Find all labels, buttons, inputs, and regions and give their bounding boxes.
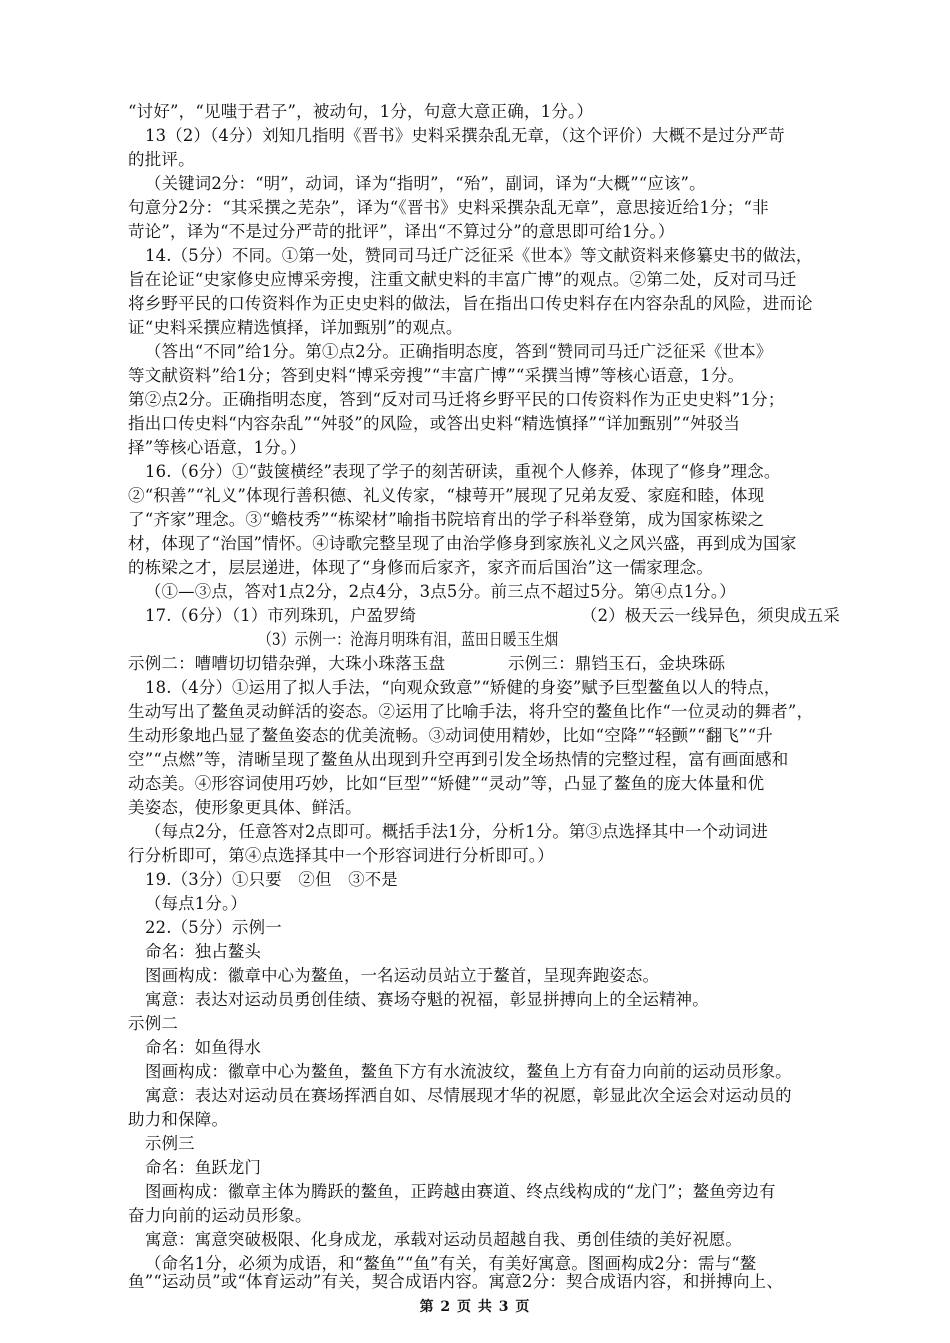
text-line: 19.（3分）①只要 ②但 ③不是 <box>145 870 398 889</box>
text-line: 图画构成：徽章中心为鳌鱼，一名运动员站立于鳌首，呈现奔跑姿态。 <box>145 966 660 985</box>
text-line: “讨好”，“见嗤于君子”，被动句，1分，句意大意正确，1分。） <box>128 102 594 121</box>
text-line: 助力和保障。 <box>128 1110 229 1129</box>
q17-example-3: 示例三：鼎铛玉石，金块珠砾 <box>508 654 726 673</box>
text-line: 寓意：表达对运动员在赛场挥洒自如、尽情展现才华的祝愿，彰显此次全运会对运动员的 <box>145 1086 792 1105</box>
text-line: 奋力向前的运动员形象。 <box>128 1206 312 1225</box>
text-line: 生动写出了鳌鱼灵动鲜活的姿态。②运用了比喻手法，将升空的鳌鱼比作“一位灵动的舞者”， <box>128 702 814 721</box>
q17-head: 17.（6分）（1）市列珠玑，户盈罗绮 <box>145 606 417 625</box>
text-line: 的栋梁之才，层层递进，体现了“身修而后家齐，家齐而后国治”这一儒家理念。 <box>128 558 714 577</box>
text-line: 空”“点燃”等，清晰呈现了鳌鱼从出现到升空再到引发全场热情的完整过程，富有画面感和 <box>128 750 789 769</box>
text-line: 的批评。 <box>128 150 195 169</box>
text-line: 22.（5分）示例一 <box>145 918 282 937</box>
q17-line-3 <box>128 652 828 676</box>
text-line: 寓意：表达对运动员勇创佳绩、赛场夺魁的祝福，彰显拼搏向上的全运精神。 <box>145 990 709 1009</box>
text-line: 了“齐家”理念。③“蟾枝秀”“栋梁材”喻指书院培育出的学子科举登第，成为国家栋梁之 <box>128 510 765 529</box>
text-line: 美姿态，使形象更具体、鲜活。 <box>128 798 362 817</box>
text-line: 行分析即可，第④点选择其中一个形容词进行分析即可。） <box>128 846 554 865</box>
text-line-last: 鱼”“运动员”或“体育运动”有关，契合成语内容。寓意2分：契合成语内容，和拼搏向上、 <box>128 1272 784 1291</box>
text-line: 14.（5分）不同。①第一处，赞同司马迁广泛征采《世本》等文献资料来修纂史书的做法， <box>145 246 813 265</box>
text-line: 证“史料采撰应精选慎择，详加甄别”的观点。 <box>128 318 463 337</box>
text-line: 13（2）（4分）刘知几指明《晋书》史料采撰杂乱无章，（这个评价）大概不是过分严苛 <box>145 126 785 145</box>
text-line: （①—③点，答对1点2分，2点4分，3点5分。前三点不超过5分。第④点1分。） <box>145 582 736 601</box>
text-line: 命名：鱼跃龙门 <box>145 1158 262 1177</box>
text-line: （答出“不同”给1分。第①点2分。正确指明态度，答到“赞同司马迁广泛征采《世本》 <box>145 342 773 361</box>
text-line: （关键词2分：“明”，动词，译为“指明”，“殆”，副词，译为“大概”“应该”。 <box>145 174 706 193</box>
text-line: 生动形象地凸显了鳌鱼姿态的优美流畅。③动词使用精妙，比如“空降”“轻颤”“翻飞”“升 <box>128 726 773 745</box>
text-line: 材，体现了“治国”情怀。④诗歌完整呈现了由治学修身到家族礼义之风兴盛，再到成为国家 <box>128 534 797 553</box>
text-line: 图画构成：徽章主体为腾跃的鳌鱼，正跨越由赛道、终点线构成的“龙门”；鳌鱼旁边有 <box>145 1182 776 1201</box>
text-line: 句意分2分：“其采撰之芜杂”，译为“《晋书》史料采撰杂乱无章”，意思接近给1分；“非 <box>128 198 769 217</box>
text-line: ②“积善”“礼义”体现行善积德、礼义传家，“棣萼开”展现了兄弟友爱、家庭和睦，体现 <box>128 486 765 505</box>
text-line: 择”等核心语意，1分。） <box>128 438 307 457</box>
text-line: 命名：独占鳌头 <box>145 942 262 961</box>
text-line: 旨在论证“史家修史应博采旁搜，注重文献史料的丰富广博”的观点。②第二处，反对司马迁 <box>128 270 797 289</box>
text-line: （每点1分。） <box>145 894 247 913</box>
text-line: 指出口传史料“内容杂乱”“舛驳”的风险，或答出史料“精选慎择”“详加甄别”“舛驳当 <box>128 414 741 433</box>
text-line: 苛论”，译为“不是过分严苛的批评”，译出“不算过分”的意思即可给1分。） <box>128 222 675 241</box>
text-line: 命名：如鱼得水 <box>145 1038 262 1057</box>
text-line: 图画构成：徽章中心为鳌鱼，鳌鱼下方有水流波纹，鳌鱼上方有奋力向前的运动员形象。 <box>145 1062 792 1081</box>
q17-item-3: （3）示例一：沧海月明珠有泪，蓝田日暖玉生烟 <box>258 630 559 649</box>
page-number: 第 2 页 共 3 页 <box>419 1299 531 1315</box>
text-line: 示例三 <box>145 1134 195 1153</box>
text-line: 16.（6分）①“鼓箧横经”表现了学子的刻苦研读，重视个人修养，体现了“修身”理念。 <box>145 462 781 481</box>
text-line: 等文献资料”给1分；答到史料“博采旁搜”“丰富广博”“采撰当博”等核心语意，1分。 <box>128 366 745 385</box>
text-line: 动态美。④形容词使用巧妙，比如“巨型”“矫健”“灵动”等，凸显了鳌鱼的庞大体量和优 <box>128 774 765 793</box>
text-line: 将乡野平民的口传资料作为正史史料的做法，旨在指出口传史料存在内容杂乱的风险，进而论 <box>128 294 813 313</box>
text-line: 18.（4分）①运用了拟人手法，“向观众致意”“矫健的身姿”赋予巨型鳌鱼以人的特点， <box>145 678 781 697</box>
q17-line-1 <box>145 604 839 628</box>
text-line: 示例二 <box>128 1014 179 1033</box>
text-line: 寓意：寓意突破极限、化身成龙，承载对运动员超越自我、勇创佳绩的美好祝愿。 <box>145 1230 742 1249</box>
text-line: （命名1分，必须为成语，和“鳌鱼”“鱼”有关，有美好寓意。图画构成2分：需与“鳌 <box>145 1254 757 1273</box>
q17-example-2: 示例二：嘈嘈切切错杂弹，大珠小珠落玉盘 <box>128 654 446 673</box>
text-line: （每点2分，任意答对2点即可。概括手法1分，分析1分。第③点选择其中一个动词进 <box>145 822 768 841</box>
q17-item-2: （2）极天云一线异色，须臾成五采 <box>581 606 840 625</box>
text-line: 第②点2分。正确指明态度，答到“反对司马迁将乡野平民的口传资料作为正史史料”1分； <box>128 390 785 409</box>
